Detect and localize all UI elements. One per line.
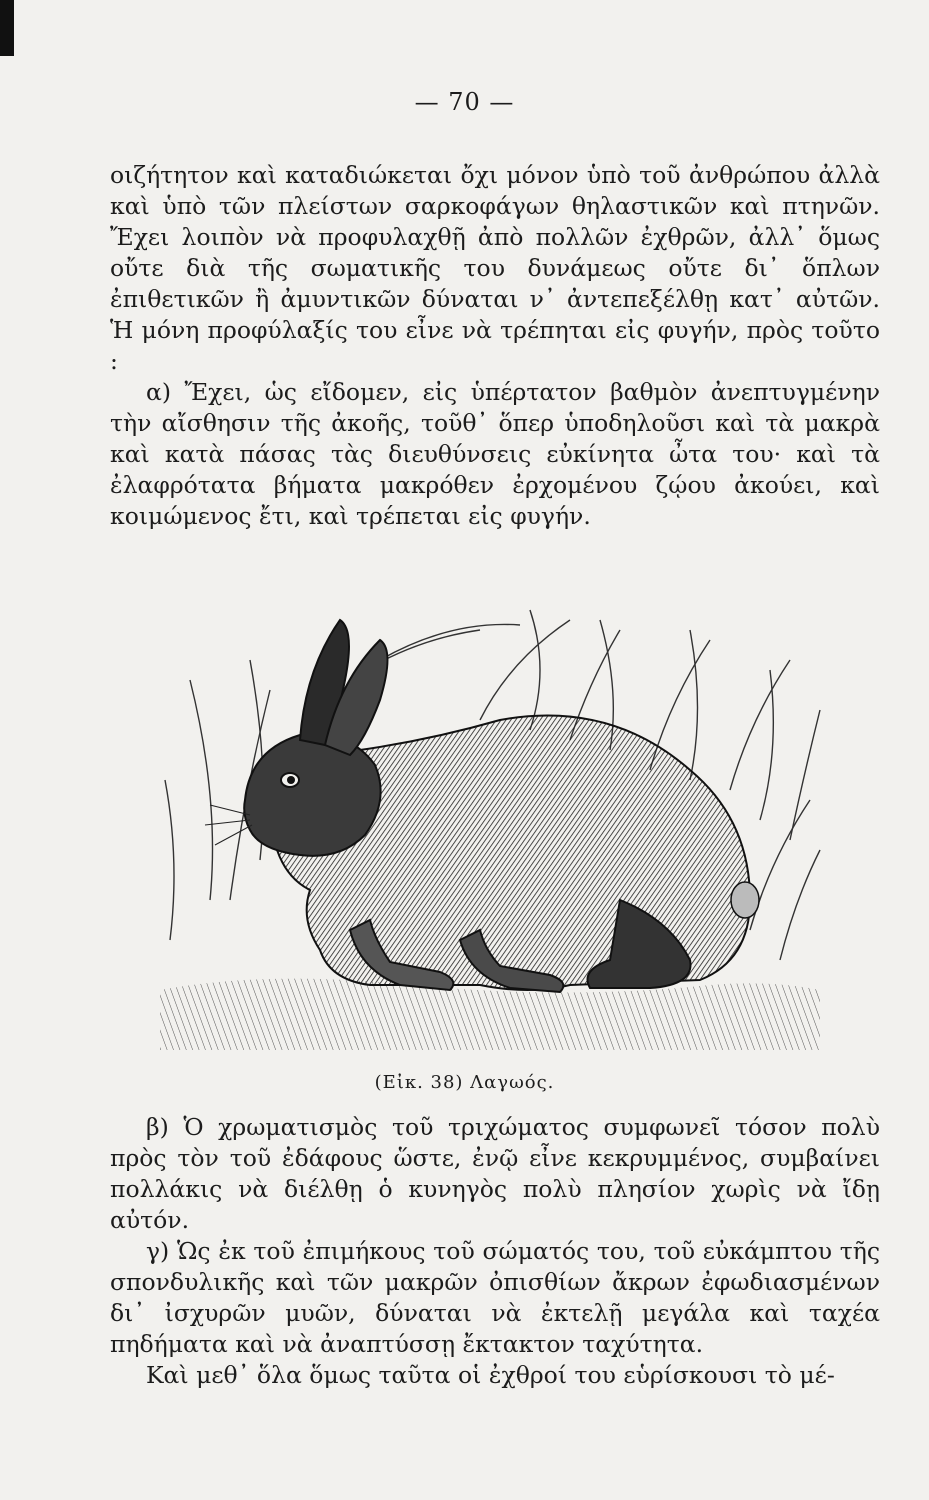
hare-engraving-icon	[150, 600, 830, 1050]
body-text-bottom	[110, 1112, 880, 1391]
ground	[160, 979, 820, 1050]
paragraph: α) Ἔχει, ὡς εἴδομεν, εἰς ὑπέρτατον βαθμὸν ἀνεπτυγμένην τὴν αἴσθησιν τῆς ἀκοῆς, τοῦθ᾽ ὅπερ ὑποδηλοῦσι καὶ τὰ μακρὰ καὶ κατὰ πάσας τὰς διευθύνσεις εὐκίνητα ὦτα του· καὶ τὰ ἐλαφρότατα βήματα μακρόθεν ἐρχομένου ζῴου ἀκούει, καὶ κοιμώμενος ἔτι, καὶ τρέπεται εἰς φυγήν.	[110, 378, 880, 530]
hare-pupil	[287, 776, 295, 784]
hare-illustration	[150, 600, 830, 1050]
paragraph: οιζήτητον καὶ καταδιώκεται ὄχι μόνον ὑπὸ τοῦ ἀνθρώπου ἀλλὰ καὶ ὑπὸ τῶν πλείστων σαρκοφάγων θηλαστικῶν καὶ πτηνῶν. Ἔχει λοιπὸν νὰ προφυλαχθῇ ἀπὸ πολλῶν ἐχθρῶν, ἀλλ᾽ ὅμως οὔτε διὰ τῆς σωματικῆς του δυνάμεως οὔτε δι᾽ ὅπλων ἐπιθετικῶν ἢ ἀμυντικῶν δύναται ν᾽ ἀντεπεξέλθῃ κατ᾽ αὐτῶν. Ἡ μόνη προφύλαξίς του εἶνε νὰ τρέπηται εἰς φυγήν, πρὸς τοῦτο :	[110, 161, 880, 375]
paragraph: γ) Ὡς ἐκ τοῦ ἐπιμήκους τοῦ σώματός του, τοῦ εὐκάμπτου τῆς σπονδυλικῆς καὶ τῶν μακρῶν ὀπισθίων ἄκρων ἐφωδιασμένων δι᾽ ἰσχυρῶν μυῶν, δύναται νὰ ἐκτελῇ μεγάλα καὶ ταχέα πηδήματα καὶ νὰ ἀναπτύσσῃ ἔκτακτον ταχύτητα.	[110, 1237, 880, 1358]
figure-caption: (Εἰκ. 38) Λαγωός.	[374, 1072, 555, 1093]
hare-tail	[731, 882, 759, 918]
paragraph: Καὶ μεθ᾽ ὅλα ὅμως ταῦτα οἱ ἐχθροί του εὑρίσκουσι τὸ μέ-	[146, 1361, 835, 1389]
hare-head	[244, 734, 380, 855]
paragraph: β) Ὁ χρωματισμὸς τοῦ τριχώματος συμφωνεῖ τόσον πολὺ πρὸς τὸν τοῦ ἐδάφους ὥστε, ἐνῷ εἶνε κεκρυμμένος, συμβαίνει πολλάκις νὰ διέλθῃ ὁ κυνηγὸς πολὺ πλησίον χωρὶς νὰ ἴδῃ αὐτόν.	[110, 1113, 880, 1234]
body-text-top	[110, 160, 880, 532]
scan-edge-mark	[0, 0, 14, 56]
page-number: — 70 —	[414, 88, 515, 116]
